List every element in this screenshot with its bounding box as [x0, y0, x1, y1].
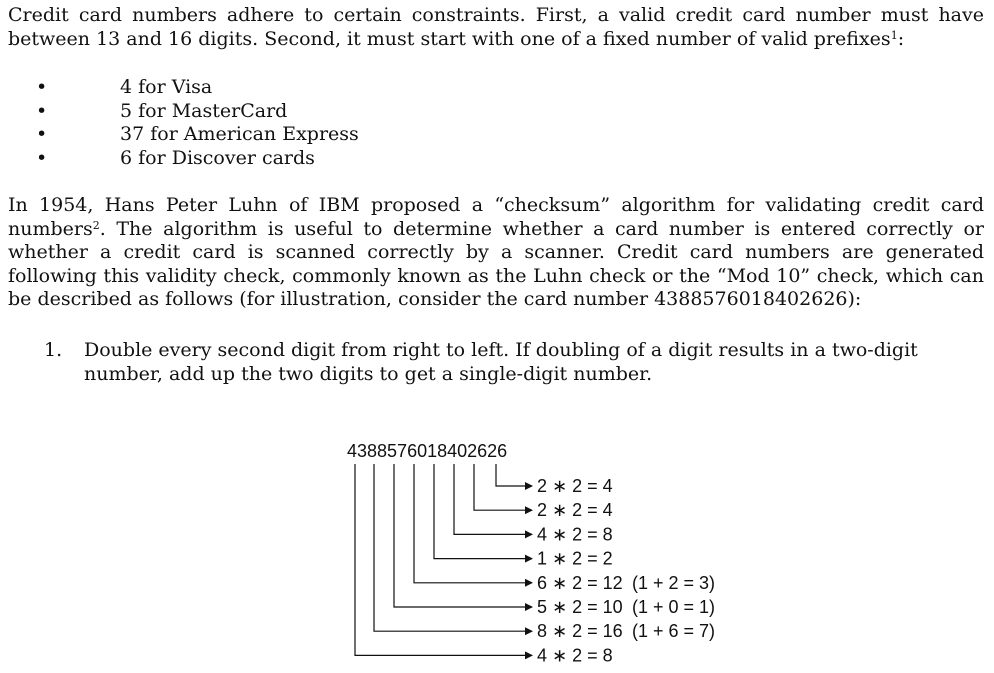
intro-text: Credit card numbers adhere to certain constraints. First, a valid credit card number must have between 13 and 16 digits. Second, it must start with one of a fixed number of valid prefixes [8, 4, 984, 50]
doubling-expression: 4 ∗ 2 = 8 [537, 524, 613, 545]
step-number: 1. [44, 339, 63, 361]
card-number: 4388576018402626 [347, 441, 508, 461]
doubling-expression: 4 ∗ 2 = 8 [537, 645, 613, 666]
digit-sum-note: (1 + 6 = 7) [632, 621, 716, 642]
prefix-text: 4 for Visa [120, 76, 213, 98]
doubling-expression: 1 ∗ 2 = 2 [537, 548, 613, 569]
connector-lines [355, 464, 532, 655]
connector-arrow [496, 464, 532, 486]
digit-sum-note: (1 + 0 = 1) [632, 597, 716, 617]
bullet: • [36, 123, 48, 145]
doubling-expression: 6 ∗ 2 = 12 [537, 572, 623, 593]
doubling-expression: 2 ∗ 2 = 4 [537, 500, 613, 521]
connector-arrow [434, 464, 532, 559]
prefix-text: 6 for Discover cards [120, 146, 315, 169]
prefix-text: 37 for American Express [120, 123, 359, 145]
step-text: Double every second digit from right to left. If doubling of a digit results in a two-digit number, add up the two digits to get a single-digit number. [84, 339, 918, 385]
prefix-text: 5 for MasterCard [120, 99, 288, 122]
connector-arrow [454, 464, 532, 534]
connector-arrow [414, 464, 532, 583]
bullet: • [36, 146, 48, 169]
history-text-2: . The algorithm is useful to determine whether a card number is entered correctly or whether a credit card is scanned correctly by a scanner. Credit card numbers are generated following this validity check, commonly known as the Luhn check or the “Mod 10” check, which can be described as follows (for illustration, consider the card number 4388576018402626): [8, 217, 984, 310]
doubling-expression: 5 ∗ 2 = 10 [537, 597, 623, 617]
connector-arrow [374, 464, 532, 631]
footnote-2: 2 [92, 218, 100, 232]
doubling-expression: 2 ∗ 2 = 4 [537, 476, 613, 496]
doubling-expression: 8 ∗ 2 = 16 [537, 621, 623, 642]
bullet: • [36, 99, 48, 122]
intro-colon: : [897, 27, 905, 50]
bullet: • [36, 76, 48, 98]
digit-sum-note: (1 + 2 = 3) [632, 572, 716, 593]
footnote-1: 1 [890, 28, 898, 42]
connector-arrow [355, 464, 532, 655]
connector-arrow [474, 464, 532, 510]
history-text-1: In 1954, Hans Peter Luhn of IBM proposed a “checksum” algorithm for validating credit card numbers [8, 194, 984, 240]
row-labels [537, 476, 715, 665]
